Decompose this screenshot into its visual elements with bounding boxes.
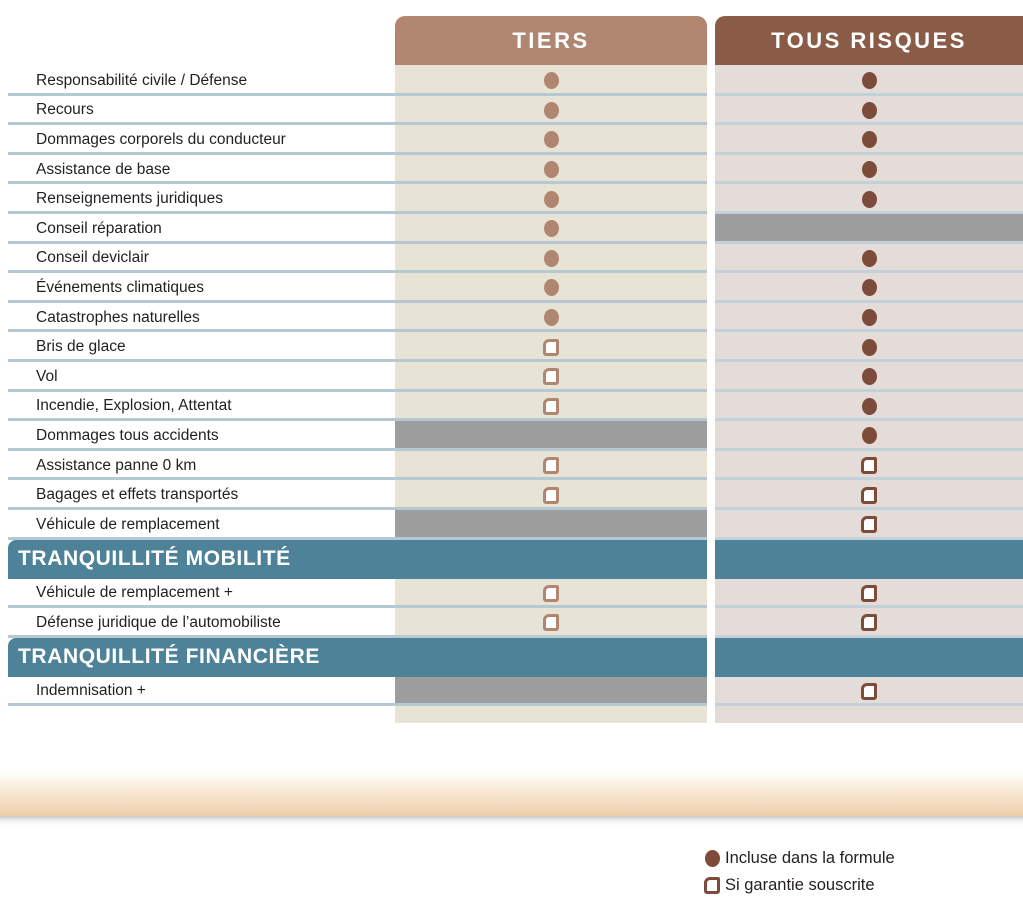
cell-tous-risques bbox=[715, 125, 1023, 155]
included-dot-icon bbox=[544, 309, 559, 326]
row-label: Responsabilité civile / Défense bbox=[0, 66, 395, 96]
row-label: Vol bbox=[0, 362, 395, 392]
included-dot-icon bbox=[862, 161, 877, 178]
optional-square-icon bbox=[543, 487, 559, 504]
cell-tiers bbox=[395, 273, 707, 303]
included-dot-icon bbox=[862, 72, 877, 89]
row-label: Événements climatiques bbox=[0, 273, 395, 303]
row-separator bbox=[8, 703, 707, 706]
optional-square-icon bbox=[543, 368, 559, 385]
included-dot-icon bbox=[544, 220, 559, 237]
table-row bbox=[0, 677, 1023, 707]
row-separator-right bbox=[715, 703, 1023, 706]
cell-tiers bbox=[395, 608, 707, 638]
included-dot-icon bbox=[544, 161, 559, 178]
cell-tous-risques bbox=[715, 451, 1023, 481]
cell-tous-risques bbox=[715, 677, 1023, 707]
section-banner-fill bbox=[715, 540, 1023, 579]
optional-square-icon bbox=[861, 683, 877, 700]
cell-tiers bbox=[395, 421, 707, 451]
optional-square-icon bbox=[543, 398, 559, 415]
row-label: Renseignements juridiques bbox=[0, 184, 395, 214]
table-row bbox=[0, 362, 1023, 392]
table-row bbox=[0, 155, 1023, 185]
table-row bbox=[0, 96, 1023, 126]
included-dot-icon bbox=[862, 309, 877, 326]
included-dot-icon bbox=[862, 102, 877, 119]
legend-label: Incluse dans la formule bbox=[725, 849, 895, 867]
cell-tous-risques bbox=[715, 303, 1023, 333]
cell-tous-risques bbox=[715, 480, 1023, 510]
optional-square-icon bbox=[543, 457, 559, 474]
legend-item bbox=[699, 872, 999, 899]
cell-tiers bbox=[395, 303, 707, 333]
cell-tiers bbox=[395, 332, 707, 362]
cell-tous-risques bbox=[715, 184, 1023, 214]
table-row bbox=[0, 510, 1023, 540]
row-label: Véhicule de remplacement bbox=[0, 510, 395, 540]
table-row bbox=[0, 125, 1023, 155]
included-dot-icon bbox=[544, 72, 559, 89]
included-dot-icon bbox=[862, 368, 877, 385]
included-dot-icon bbox=[862, 191, 877, 208]
optional-square-icon bbox=[543, 585, 559, 602]
table-row bbox=[0, 421, 1023, 451]
row-label: Assistance panne 0 km bbox=[0, 451, 395, 481]
legend-marker bbox=[699, 877, 725, 894]
table-row bbox=[0, 579, 1023, 609]
section-banner-title: TRANQUILLITÉ MOBILITÉ bbox=[8, 540, 707, 579]
cell-tous-risques bbox=[715, 421, 1023, 451]
cell-tiers bbox=[395, 244, 707, 274]
cell-tous-risques bbox=[715, 392, 1023, 422]
included-dot-icon bbox=[705, 850, 720, 867]
row-label: Catastrophes naturelles bbox=[0, 303, 395, 333]
cell-tiers bbox=[395, 184, 707, 214]
column-header-tiers: TIERS bbox=[395, 16, 707, 65]
legend-marker bbox=[699, 850, 725, 867]
optional-square-icon bbox=[861, 614, 877, 631]
included-dot-icon bbox=[544, 191, 559, 208]
cell-tiers bbox=[395, 677, 707, 707]
table-row bbox=[0, 608, 1023, 638]
row-label: Défense juridique de l’automobiliste bbox=[0, 608, 395, 638]
optional-square-icon bbox=[861, 585, 877, 602]
optional-square-icon bbox=[543, 614, 559, 631]
table-row bbox=[0, 332, 1023, 362]
cell-tiers bbox=[395, 155, 707, 185]
cell-tous-risques bbox=[715, 332, 1023, 362]
table-row bbox=[0, 392, 1023, 422]
cell-tous-risques bbox=[715, 66, 1023, 96]
column-header-tous-risques: TOUS RISQUES bbox=[715, 16, 1023, 65]
table-row bbox=[0, 273, 1023, 303]
row-label: Conseil réparation bbox=[0, 214, 395, 244]
decorative-band bbox=[0, 766, 1023, 826]
included-dot-icon bbox=[544, 102, 559, 119]
cell-tous-risques bbox=[715, 96, 1023, 126]
legend-item bbox=[699, 845, 999, 872]
table-row bbox=[0, 214, 1023, 244]
cell-tiers bbox=[395, 510, 707, 540]
legend bbox=[699, 845, 999, 899]
row-label: Conseil deviclair bbox=[0, 244, 395, 274]
table-body bbox=[0, 66, 1023, 706]
section-banner bbox=[0, 638, 1023, 677]
cell-tiers bbox=[395, 125, 707, 155]
optional-square-icon bbox=[861, 487, 877, 504]
included-dot-icon bbox=[862, 131, 877, 148]
included-dot-icon bbox=[862, 279, 877, 296]
row-label: Dommages tous accidents bbox=[0, 421, 395, 451]
included-dot-icon bbox=[862, 427, 877, 444]
row-label: Dommages corporels du conducteur bbox=[0, 125, 395, 155]
decorative-band-shape bbox=[0, 772, 1023, 816]
cell-tiers bbox=[395, 451, 707, 481]
cell-tiers bbox=[395, 392, 707, 422]
row-label: Indemnisation + bbox=[0, 677, 395, 707]
cell-tous-risques bbox=[715, 362, 1023, 392]
cell-tous-risques bbox=[715, 214, 1023, 244]
included-dot-icon bbox=[862, 339, 877, 356]
included-dot-icon bbox=[862, 398, 877, 415]
optional-square-icon bbox=[704, 877, 720, 894]
optional-square-icon bbox=[543, 339, 559, 356]
table-row bbox=[0, 303, 1023, 333]
section-banner-fill bbox=[715, 638, 1023, 677]
row-label: Bagages et effets transportés bbox=[0, 480, 395, 510]
table-row bbox=[0, 184, 1023, 214]
cell-tiers bbox=[395, 362, 707, 392]
row-label: Véhicule de remplacement + bbox=[0, 579, 395, 609]
included-dot-icon bbox=[544, 279, 559, 296]
row-label: Bris de glace bbox=[0, 332, 395, 362]
cell-tous-risques bbox=[715, 244, 1023, 274]
cell-tous-risques bbox=[715, 273, 1023, 303]
table-row bbox=[0, 451, 1023, 481]
included-dot-icon bbox=[544, 131, 559, 148]
cell-tous-risques bbox=[715, 510, 1023, 540]
cell-tous-risques bbox=[715, 155, 1023, 185]
row-label: Assistance de base bbox=[0, 155, 395, 185]
table-row bbox=[0, 66, 1023, 96]
cell-tiers bbox=[395, 480, 707, 510]
cell-tiers bbox=[395, 66, 707, 96]
row-label: Incendie, Explosion, Attentat bbox=[0, 392, 395, 422]
section-banner-title: TRANQUILLITÉ FINANCIÈRE bbox=[8, 638, 707, 677]
included-dot-icon bbox=[862, 250, 877, 267]
row-label: Recours bbox=[0, 96, 395, 126]
cell-tous-risques bbox=[715, 579, 1023, 609]
table-row bbox=[0, 480, 1023, 510]
cell-tiers bbox=[395, 214, 707, 244]
cell-tiers bbox=[395, 96, 707, 126]
cell-tiers bbox=[395, 579, 707, 609]
cell-tous-risques bbox=[715, 608, 1023, 638]
table-row bbox=[0, 244, 1023, 274]
included-dot-icon bbox=[544, 250, 559, 267]
optional-square-icon bbox=[861, 516, 877, 533]
optional-square-icon bbox=[861, 457, 877, 474]
section-banner bbox=[0, 540, 1023, 579]
legend-label: Si garantie souscrite bbox=[725, 876, 875, 894]
